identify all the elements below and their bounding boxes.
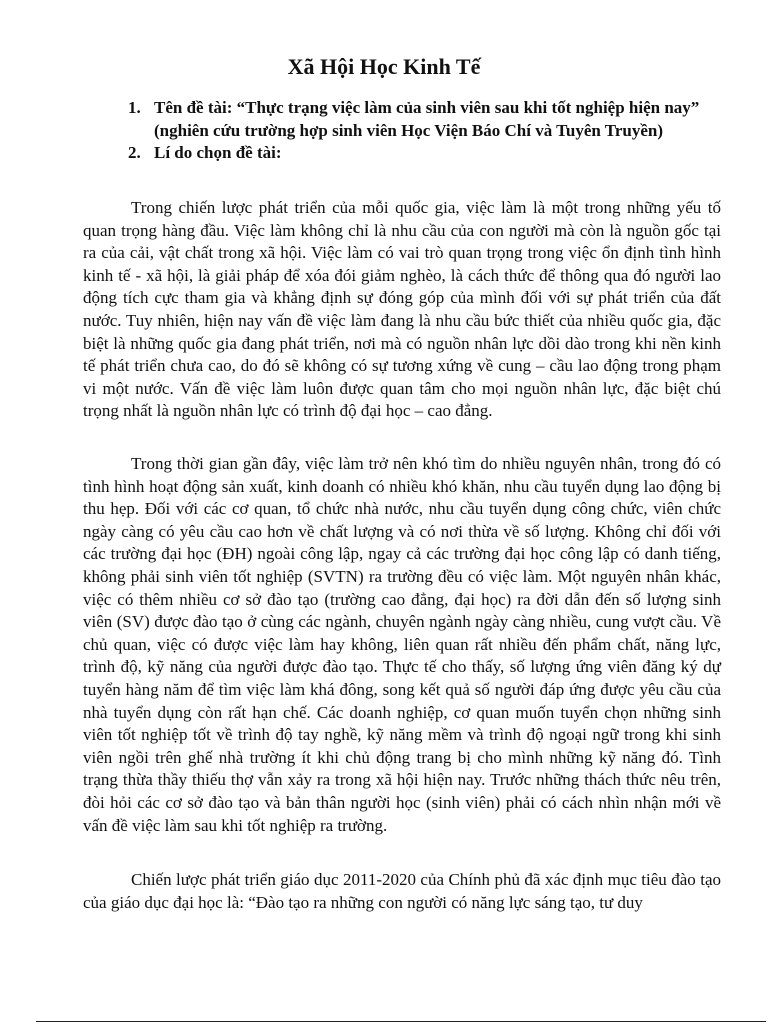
body-paragraph-1: Trong chiến lược phát triển của mỗi quốc gia, việc làm là một trong những yếu tố quan trọng hàng đầu. Việc làm không chỉ là nhu cầu của con người mà còn là nguồn gốc tại ra của cải, vật chất trong xã hội. Việc làm có vai trò quan trọng trong việc ổn định tình hình kinh tế - xã hội, là giải pháp để xóa đói giảm nghèo, là cách thức để thông qua đó người lao động tích cực tham gia và khẳng định sự đóng góp của mình đối với sự phát triển của đất nước. Tuy nhiên, hiện nay vấn đề việc làm đang là nhu cầu bức thiết của nhiều quốc gia, đặc biệt là những quốc gia đang phát triển, nơi mà có nguồn nhân lực dồi dào trong khi nền kinh tế phát triển chưa cao, do đó sẽ không có sự tương xứng về cung – cầu lao động trong phạm vi một nước. Vấn đề việc làm luôn được quan tâm cho mọi nguồn nhân lực, đặc biệt chú trọng nhất là nguồn nhân lực có trình độ đại học – cao đẳng.: [83, 198, 721, 421]
section-heading-text: Lí do chọn đề tài:: [154, 143, 282, 162]
section-heading-topic: [128, 97, 728, 142]
section-heading-list: [128, 97, 728, 165]
section-heading-text: Tên đề tài: “Thực trạng việc làm của sinh viên sau khi tốt nghiệp hiện nay” (nghiên cứu trường hợp sinh viên Học Viện Báo Chí và Tuyên Truyền): [154, 98, 700, 140]
section-number: 1.: [128, 98, 141, 117]
footer-divider: [36, 1021, 766, 1022]
section-number: 2.: [128, 143, 141, 162]
document-title: Xã Hội Học Kinh Tế: [287, 54, 481, 79]
body-paragraph-2: Trong thời gian gần đây, việc làm trở nên khó tìm do nhiều nguyên nhân, trong đó có tình hình hoạt động sản xuất, kinh doanh có nhiều khó khăn, nhu cầu tuyển dụng lao động bị thu hẹp. Đối với các cơ quan, tổ chức nhà nước, nhu cầu tuyển dụng công chức, viên chức ngày càng có yêu cầu cao hơn về chất lượng và có nơi thừa về số lượng. Không chỉ đối với các trường đại học (ĐH) ngoài công lập, ngay cả các trường đại học công lập có danh tiếng, không phải sinh viên tốt nghiệp (SVTN) ra trường đều có việc làm. Một nguyên nhân khác, việc có thêm nhiều cơ sở đào tạo (trường cao đẳng, đại học) ra đời dẫn đến số lượng sinh viên (SV) được đào tạo ở cùng các ngành, chuyên ngành ngày càng nhiều, cung vượt cầu. Về chủ quan, việc có được việc làm hay không, liên quan rất nhiều đến phẩm chất, năng lực, trình độ, kỹ năng của người được đào tạo. Thực tế cho thấy, số lượng ứng viên đăng ký dự tuyển hàng năm để tìm việc làm khá đông, song kết quả số người đáp ứng được yêu cầu của nhà tuyển dụng còn rất hạn chế. Các doanh nghiệp, cơ quan muốn tuyển chọn những sinh viên tốt nghiệp tốt về trình độ tay nghề, kỹ năng mềm và trình độ ngoại ngữ trong khi sinh viên ngồi trên ghế nhà trường ít khi chủ động trang bị cho mình những kỹ năng đó. Tình trạng thừa thầy thiếu thợ vẫn xảy ra trong xã hội hiện nay. Trước những thách thức nêu trên, đòi hỏi các cơ sở đào tạo và bản thân người học (sinh viên) phải có cách nhìn nhận mới về vấn đề việc làm sau khi tốt nghiệp ra trường.: [83, 454, 721, 835]
body-paragraph-3: Chiến lược phát triển giáo dục 2011-2020 của Chính phủ đã xác định mục tiêu đào tạo của giáo dục đại học là: “Đào tạo ra những con người có năng lực sáng tạo, tư duy: [83, 870, 721, 912]
section-heading-reason: [128, 142, 728, 165]
